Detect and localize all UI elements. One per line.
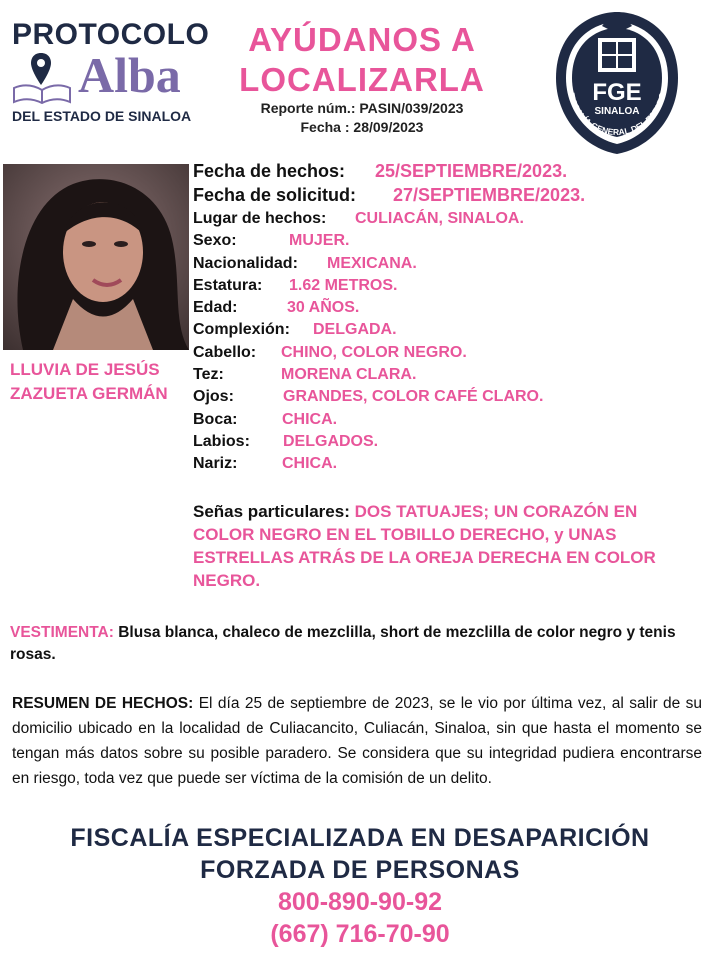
detail-label: Cabello: — [193, 343, 257, 361]
detail-value: DELGADOS. — [283, 432, 379, 450]
detail-value: 30 AÑOS. — [287, 299, 360, 317]
detail-lugar — [193, 208, 713, 230]
detail-tez — [193, 364, 713, 386]
person-photo — [3, 164, 189, 350]
vestimenta-value: Blusa blanca, chaleco de mezclilla, short de mezclilla de color negro y tenis rosas. — [10, 624, 676, 663]
detail-edad — [193, 297, 713, 319]
detail-fecha-solicitud — [193, 184, 713, 208]
detail-label: Fecha de solicitud: — [193, 185, 357, 205]
clothing — [10, 622, 690, 666]
detail-labios — [193, 431, 713, 453]
detail-label: Edad: — [193, 299, 238, 317]
detail-value: MUJER. — [289, 232, 350, 250]
detail-ojos — [193, 386, 713, 408]
report-date: Fecha : 28/09/2023 — [300, 119, 424, 135]
detail-nacionalidad — [193, 253, 713, 275]
detail-label: Lugar de hechos: — [193, 210, 327, 227]
seal-state: SINALOA — [594, 106, 640, 117]
detail-value: MORENA CLARA. — [281, 366, 417, 384]
detail-value: 27/SEPTIEMBRE/2023. — [393, 185, 586, 205]
detail-label: Fecha de hechos: — [193, 161, 346, 181]
footer — [0, 822, 720, 950]
detail-value: CULIACÁN, SINALOA. — [355, 210, 524, 227]
detail-sexo — [193, 230, 713, 252]
person-name — [10, 358, 200, 406]
detail-value: MEXICANA. — [327, 254, 417, 272]
footer-agency-line-2: FORZADA DE PERSONAS — [200, 856, 520, 884]
detail-value: CHICA. — [282, 410, 338, 428]
senas-value: DOS TATUAJES; UN CORAZÓN EN COLOR NEGRO EN EL TOBILLO DERECHO, y UNAS ESTRELLAS ATRÁS DE LA OREJA DERECHA EN COLOR NEGRO. — [193, 502, 656, 590]
detail-complexion — [193, 319, 713, 341]
detail-label: Labios: — [193, 432, 250, 450]
detail-estatura — [193, 275, 713, 297]
detail-label: Sexo: — [193, 232, 237, 250]
detail-fecha-hechos — [193, 160, 713, 184]
detail-value: 25/SEPTIEMBRE/2023. — [375, 161, 568, 181]
detail-label: Complexión: — [193, 321, 290, 339]
detail-label: Tez: — [193, 366, 224, 384]
fge-seal-logo — [552, 8, 682, 158]
logo-estado-text: DEL ESTADO DE SINALOA — [12, 108, 192, 124]
detail-label: Boca: — [193, 410, 238, 428]
footer-phone-1: 800-890-90-92 — [277, 888, 442, 916]
logo-protocolo-text: PROTOCOLO — [12, 18, 210, 51]
person-name-line-1: LLUVIA DE JESÚS — [10, 360, 160, 379]
headline-line-2: LOCALIZARLA — [239, 61, 485, 98]
senas-label: Señas particulares: — [193, 502, 350, 521]
seal-abbr: FGE — [592, 79, 642, 106]
detail-boca — [193, 409, 713, 431]
detail-label: Nacionalidad: — [193, 254, 298, 272]
summary — [12, 691, 702, 791]
resumen-text: El día 25 de septiembre de 2023, se le vio por última vez, al salir de su domicilio ubicado en la localidad de Culiacancito, Culiacán, Sinaloa, sin que hasta el momento se tengan más datos sobre su posible paradero. Se considera que su integridad pudiera encontrarse en riesgo, toda vez que puede ser víctima de la comisión de un delito. — [12, 695, 703, 787]
distinguishing-marks — [193, 500, 693, 592]
detail-value: 1.62 METROS. — [289, 276, 398, 294]
detail-label: Ojos: — [193, 388, 234, 406]
seal-ring-textpath: FISCALÍA GENERAL DEL ESTADO — [566, 91, 668, 138]
detail-value: CHINO, COLOR NEGRO. — [281, 343, 467, 361]
detail-label: Nariz: — [193, 455, 238, 473]
detail-value: CHICA. — [282, 455, 338, 473]
location-pin-icon — [30, 52, 52, 86]
detail-cabello — [193, 342, 713, 364]
headline — [232, 20, 492, 100]
details-list — [193, 160, 713, 476]
vestimenta-colon: : — [108, 624, 114, 641]
footer-agency-line-1: FISCALÍA ESPECIALIZADA EN DESAPARICIÓN — [70, 824, 650, 852]
report-number: Reporte núm.: PASIN/039/2023 — [260, 100, 464, 116]
headline-line-1: AYÚDANOS A — [248, 21, 476, 58]
logo-alba-text: Alba — [78, 47, 181, 103]
vestimenta-label: VESTIMENTA — [10, 624, 109, 641]
resumen-label: RESUMEN DE HECHOS: — [12, 695, 194, 712]
person-name-line-2: ZAZUETA GERMÁN — [10, 384, 168, 403]
detail-label: Estatura: — [193, 276, 263, 294]
detail-nariz — [193, 453, 713, 475]
detail-value: GRANDES, COLOR CAFÉ CLARO. — [283, 388, 544, 406]
open-book-icon — [12, 82, 72, 104]
footer-phone-2: (667) 716-70-90 — [270, 920, 450, 948]
detail-value: DELGADA. — [313, 321, 397, 339]
